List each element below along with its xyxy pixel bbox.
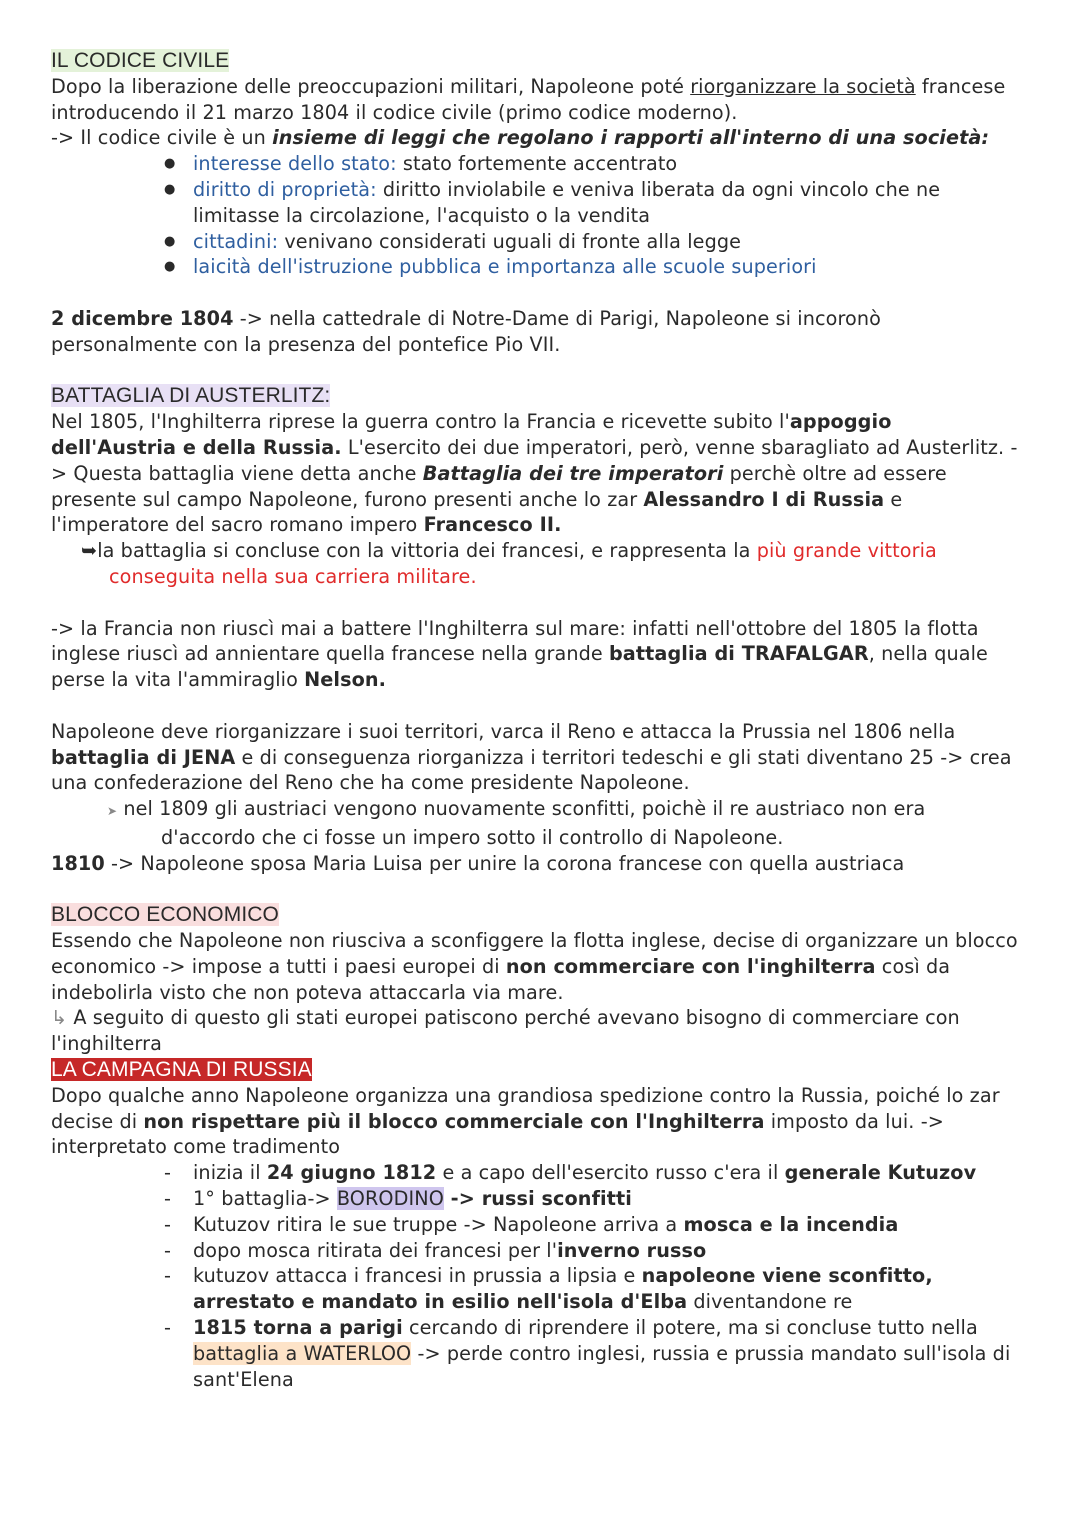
jena-subpoint-cont: d'accordo che ci fosse un impero sotto il controllo di Napoleone.	[161, 825, 784, 849]
list-item: - inizia il 24 giugno 1812 e a capo dell'esercito russo c'era il generale Kutuzov	[164, 1160, 1020, 1186]
list-item: - 1815 torna a parigi cercando di riprendere il potere, ma si concluse tutto nella battaglia a WATERLOO -> perde contro inglesi, russia e prussia mandato sull'isola di sant'Elena	[164, 1315, 1020, 1392]
section-austerlitz	[51, 383, 1020, 589]
paragraph-austerlitz: Nel 1805, l'Inghilterra riprese la guerra contro la Francia e ricevette subito l'appoggio dell'Austria e della Russia. L'esercito dei due imperatori, però, venne sbaragliato ad Austerlitz. -> Questa battaglia viene detta anche Battaglia dei tre imperatori perchè oltre ad essere presente sul campo Napoleone, furono presenti anche lo zar Alessandro I di Russia e l'imperatore del sacro romano impero Francesco II.	[51, 410, 1018, 537]
codice-bullet-list	[51, 151, 1020, 280]
jena-subpoint: ➤ nel 1809 gli austriaci vengono nuovamente sconfitti, poichè il re austriaco non era	[107, 797, 926, 821]
heading-codice-civile: IL CODICE CIVILE	[51, 49, 230, 72]
paragraph-incoronazione: 2 dicembre 1804 -> nella cattedrale di Notre-Dame di Parigi, Napoleone si incoronò personalmente con la presenza del pontefice Pio VII.	[51, 306, 881, 356]
section-jena	[51, 719, 1020, 877]
paragraph-jena: Napoleone deve riorganizzare i suoi territori, varca il Reno e attacca la Prussia nel 1806 nella battaglia di JENA e di conseguenza riorganizza i territori tedeschi e gli stati diventano 25 -> crea una confederazione del Reno che ha come presidente Napoleone.	[51, 719, 1012, 795]
list-item: ● diritto di proprietà: diritto inviolabile e veniva liberata da ogni vincolo che ne limitasse la circolazione, l'acquisto o la vendita	[164, 177, 1020, 229]
paragraph-codice-intro: Dopo la liberazione delle preoccupazioni militari, Napoleone poté riorganizzare la società francese introducendo il 21 marzo 1804 il codice civile (primo codice moderno).	[51, 74, 1006, 124]
paragraph-russia: Dopo qualche anno Napoleone organizza una grandiosa spedizione contro la Russia, poiché lo zar decise di non rispettare più il blocco commerciale con l'Inghilterra imposto da lui. -> interpretato come tradimento	[51, 1083, 1000, 1159]
list-item: ● laicità dell'istruzione pubblica e importanza alle scuole superiori	[164, 254, 1020, 280]
arrow-icon: ➤	[107, 804, 118, 819]
list-item: ● interesse dello stato: stato fortemente accentrato	[164, 151, 1020, 177]
austerlitz-conclusion-cont: conseguita nella sua carriera militare.	[109, 564, 477, 588]
heading-austerlitz: BATTAGLIA DI AUSTERLITZ:	[51, 384, 331, 408]
paragraph-blocco: Essendo che Napoleone non riusciva a sconfiggere la flotta inglese, decise di organizzare un blocco economico -> impose a tutti i paesi europei di non commerciare con l'inghilterra così da indebolirla visto che non poteva attaccarla via mare.	[51, 929, 1018, 1004]
section-russia	[51, 1057, 1020, 1392]
austerlitz-conclusion: ➥la battaglia si concluse con la vittoria dei francesi, e rappresenta la più grande vittoria	[81, 539, 937, 563]
paragraph-codice-def: -> Il codice civile è un insieme di leggi che regolano i rapporti all'interno di una società:	[51, 126, 990, 150]
paragraph-blocco-consequence: ↳ A seguito di questo gli stati europei patiscono perché avevano bisogno di commerciare con l'inghilterra	[51, 1006, 960, 1056]
return-arrow-icon: ↳	[51, 1006, 68, 1030]
paragraph-1810: 1810 -> Napoleone sposa Maria Luisa per unire la corona francese con quella austriaca	[51, 851, 905, 875]
list-item: - 1° battaglia-> BORODINO -> russi sconfitti	[164, 1186, 1020, 1212]
heading-blocco-economico: BLOCCO ECONOMICO	[51, 903, 279, 927]
section-codice-civile	[51, 48, 1020, 280]
list-item: - dopo mosca ritirata dei francesi per l'inverno russo	[164, 1238, 1020, 1264]
list-item: - kutuzov attacca i francesi in prussia a lipsia e napoleone viene sconfitto, arrestato e mandato in esilio nell'isola d'Elba diventandone re	[164, 1263, 1020, 1315]
heading-campagna-russia: LA CAMPAGNA DI RUSSIA	[51, 1058, 312, 1082]
list-item: ● cittadini: venivano considerati uguali di fronte alla legge	[164, 229, 1020, 255]
list-item: - Kutuzov ritira le sue truppe -> Napoleone arriva a mosca e la incendia	[164, 1212, 1020, 1238]
arrow-icon: ➥	[81, 539, 98, 563]
paragraph-trafalgar: -> la Francia non riuscì mai a battere l'Inghilterra sul mare: infatti nell'ottobre del 1805 la flotta inglese riuscì ad annientare quella francese nella grande battaglia di TRAFALGAR, nella quale perse la vita l'ammiraglio Nelson.	[51, 616, 988, 692]
section-blocco	[51, 902, 1020, 1057]
russia-dash-list	[51, 1160, 1020, 1392]
